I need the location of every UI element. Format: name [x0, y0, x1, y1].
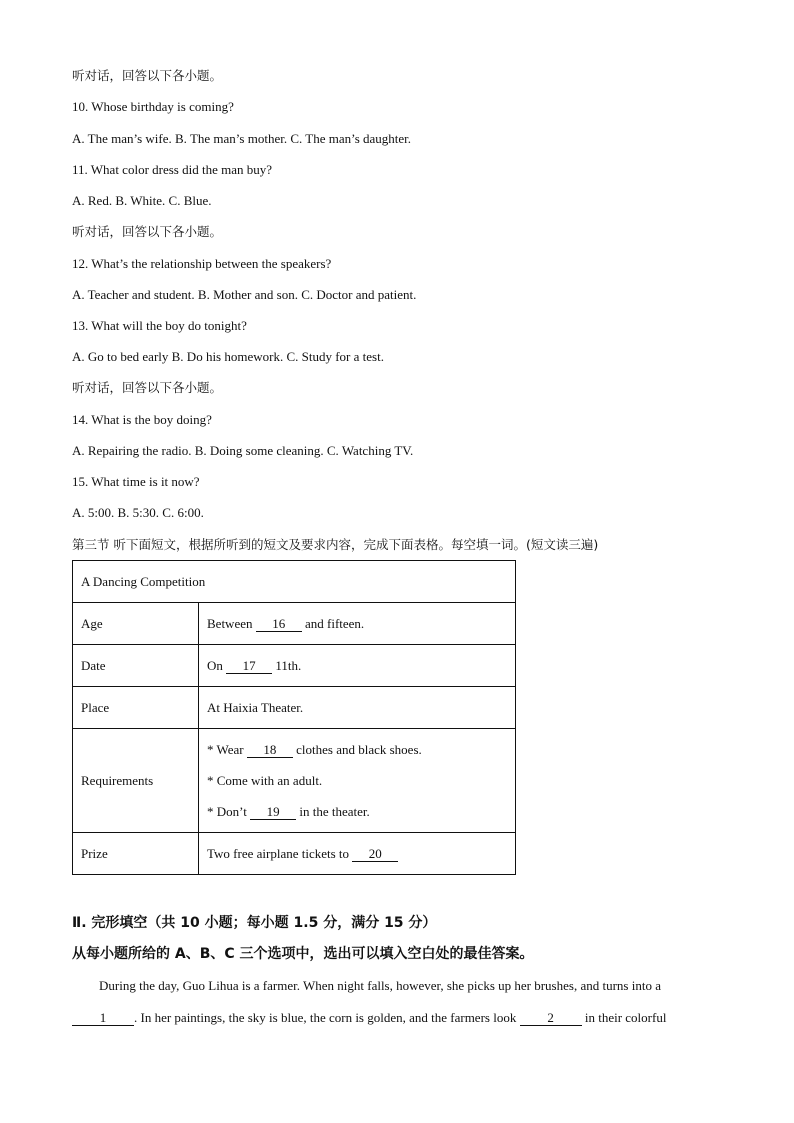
- text: and fifteen.: [304, 615, 365, 631]
- requirement-line: * Come with an adult.: [207, 773, 323, 788]
- text: 11th.: [275, 657, 302, 673]
- cloze-blank-2[interactable]: 2: [520, 1011, 582, 1026]
- blank-20[interactable]: 20: [352, 847, 398, 862]
- listen-prompt: 听对话，回答以下各小题。: [72, 224, 223, 239]
- part3-heading: 第三节 听下面短文，根据所听到的短文及要求内容，完成下面表格。每空填一词。(短文读三遍): [72, 537, 599, 552]
- text: in the theater.: [299, 804, 370, 819]
- question-13: 13. What will the boy do tonight?: [72, 318, 247, 333]
- row-value-date: [199, 645, 516, 687]
- cloze-paragraph-line: During the day, Guo Lihua is a farmer. When night falls, however, she picks up her brushes, and turns into a: [99, 978, 661, 993]
- part2-heading: Ⅱ. 完形填空（共 10 小题；每小题 1.5 分，满分 15 分）: [72, 915, 437, 931]
- options-10: A. The man’s wife. B. The man’s mother. C. The man’s daughter.: [72, 131, 412, 146]
- cloze-blank-1[interactable]: 1: [72, 1011, 134, 1026]
- options-12: A. Teacher and student. B. Mother and son. C. Doctor and patient.: [72, 287, 417, 302]
- table-row: [73, 603, 516, 645]
- part2-instruction: 从每小题所给的 A、B、C 三个选项中，选出可以填入空白处的最佳答案。: [72, 946, 534, 962]
- row-value-age: [199, 603, 516, 645]
- text: Two free airplane tickets to: [207, 845, 350, 861]
- requirement-line: [207, 734, 507, 765]
- text: . In her paintings, the sky is blue, the corn is golden, and the farmers look: [134, 1010, 517, 1025]
- row-label-requirements: Requirements: [73, 729, 199, 833]
- text: On: [207, 657, 223, 673]
- requirement-line: [207, 796, 507, 827]
- blank-17[interactable]: 17: [226, 659, 272, 674]
- table-title: A Dancing Competition: [73, 561, 516, 603]
- text: * Don’t: [207, 804, 247, 819]
- row-label-age: Age: [73, 603, 199, 645]
- row-label-date: Date: [73, 645, 199, 687]
- table-row: [73, 645, 516, 687]
- blank-18[interactable]: 18: [247, 743, 293, 758]
- text: in their colorful: [584, 1010, 667, 1025]
- question-14: 14. What is the boy doing?: [72, 412, 212, 427]
- row-value-place: At Haixia Theater.: [199, 687, 516, 729]
- table-title-row: [73, 561, 516, 603]
- row-label-prize: Prize: [73, 833, 199, 875]
- listen-prompt: 听对话，回答以下各小题。: [72, 68, 223, 83]
- question-11: 11. What color dress did the man buy?: [72, 162, 273, 177]
- table-row: [73, 833, 516, 875]
- table-row: [73, 687, 516, 729]
- row-value-prize: [199, 833, 516, 875]
- options-14: A. Repairing the radio. B. Doing some cleaning. C. Watching TV.: [72, 443, 414, 458]
- cloze-paragraph-line: [72, 1010, 724, 1026]
- table-row: [73, 729, 516, 833]
- row-value-requirements: [199, 729, 516, 833]
- options-11: A. Red. B. White. C. Blue.: [72, 193, 212, 208]
- blank-19[interactable]: 19: [250, 805, 296, 820]
- text: * Wear: [207, 742, 244, 757]
- options-15: A. 5:00. B. 5:30. C. 6:00.: [72, 505, 204, 520]
- row-label-place: Place: [73, 687, 199, 729]
- blank-16[interactable]: 16: [256, 617, 302, 632]
- text: clothes and black shoes.: [296, 742, 422, 757]
- question-15: 15. What time is it now?: [72, 474, 200, 489]
- options-13: A. Go to bed early B. Do his homework. C. Study for a test.: [72, 349, 384, 364]
- text: Between: [207, 615, 253, 631]
- question-10: 10. Whose birthday is coming?: [72, 99, 234, 114]
- listening-table: [72, 560, 516, 875]
- listen-prompt: 听对话，回答以下各小题。: [72, 380, 223, 395]
- question-12: 12. What’s the relationship between the speakers?: [72, 256, 332, 271]
